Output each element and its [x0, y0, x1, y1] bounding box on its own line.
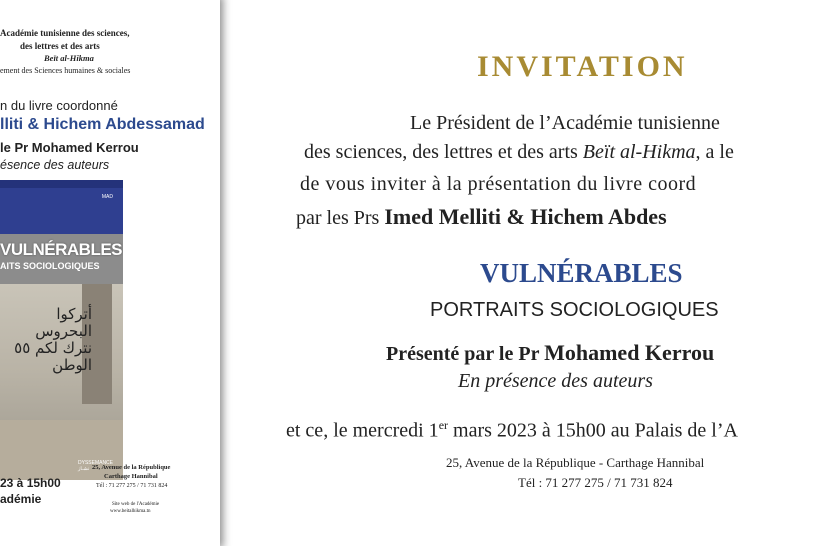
poster-tel: Tél : 71 277 275 / 71 731 824	[96, 483, 168, 489]
invitation-line-2-c: , a le	[695, 141, 734, 163]
invitation-text	[232, 0, 815, 543]
invitation-tel: Tél : 71 277 275 / 71 731 824	[518, 475, 673, 490]
invitation-book-title: VULNÉRABLES	[480, 258, 683, 288]
invitation-line-2-a: des sciences, des lettres et des arts	[304, 141, 583, 163]
invitation-presence: En présence des auteurs	[458, 370, 653, 392]
poster-address-1: 25, Avenue de la République	[92, 464, 171, 471]
book-coord-label: MAD	[101, 194, 113, 200]
poster-presenter: le Pr Mohamed Kerrou	[0, 140, 139, 155]
invitation-address: 25, Avenue de la République - Carthage Hannibal	[446, 455, 705, 470]
poster-thumbnail	[0, 0, 220, 546]
poster-address-2: Carthage Hannibal	[104, 473, 158, 480]
invitation-date	[286, 418, 738, 443]
invitation-date-b: mars 2023 à 15h00 au Palais de l’A	[448, 419, 738, 442]
poster-academy-line-3: Beït al-Hikma	[44, 53, 94, 63]
invitation-line-1: Le Président de l’Académie tunisienne	[410, 112, 720, 134]
book-graffiti: أتركوا البحروس نترك لكم ٥٥ الوطن	[14, 305, 92, 374]
invitation-presenter-name: Mohamed Kerrou	[544, 340, 715, 365]
invitation-line-2-b: Beït al-Hikma	[582, 141, 696, 163]
poster-place: adémie	[0, 492, 42, 506]
invitation-heading: INVITATION	[477, 50, 688, 83]
invitation-presenter	[386, 340, 714, 366]
book-cover-edge	[0, 180, 123, 188]
poster-site-url: www.beitalhikma.tn	[110, 509, 151, 514]
invitation-date-sup: er	[438, 418, 449, 432]
invitation-authors: Imed Melliti & Hichem Abdes	[384, 204, 667, 229]
poster-department: ement des Sciences humaines & sociales	[0, 66, 131, 75]
invitation-line-3: de vous inviter à la présentation du livre coord	[300, 173, 697, 195]
invitation-book-subtitle: PORTRAITS SOCIOLOGIQUES	[430, 299, 719, 321]
invitation-line-4-a: par les Prs	[296, 207, 385, 229]
poster-presence: ésence des auteurs	[0, 158, 110, 172]
invitation-date-a: et ce, le mercredi 1	[286, 419, 439, 442]
book-subtitle: AITS SOCIOLOGIQUES	[0, 261, 100, 271]
book-cover	[0, 180, 123, 480]
poster-date: 23 à 15h00	[0, 476, 61, 490]
invitation-line-4	[296, 204, 667, 230]
book-title: VULNÉRABLES	[0, 240, 123, 259]
poster-site-label: Site web de l'Académie	[112, 502, 160, 507]
poster-academy-line-2: des lettres et des arts	[20, 41, 100, 51]
poster-presentation: n du livre coordonné	[0, 98, 118, 113]
book-publisher-logo: DYSSEMANCE نشـاز	[78, 460, 114, 472]
book-cover-band	[0, 180, 123, 234]
poster-academy-line-1: Académie tunisienne des sciences,	[0, 28, 130, 38]
invitation-line-2	[304, 141, 734, 164]
invitation-presenter-a: Présenté par le Pr	[386, 343, 545, 365]
poster-authors: lliti & Hichem Abdessamad	[0, 116, 205, 133]
